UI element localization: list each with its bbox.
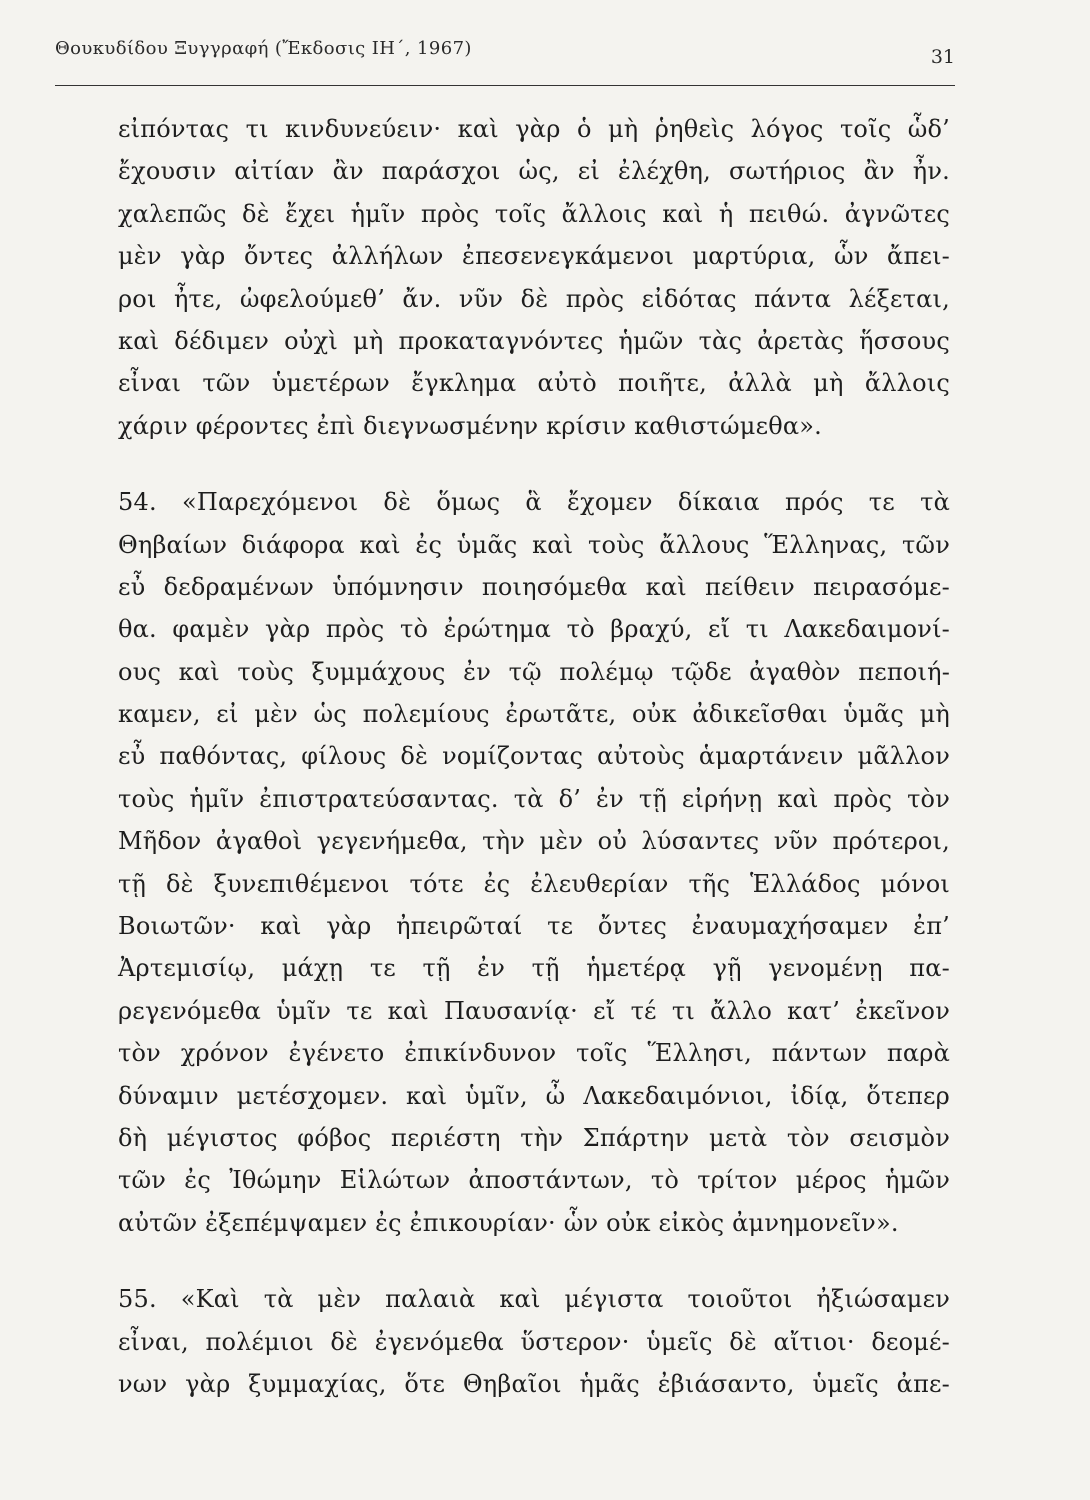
text-line: τοὺς ἡμῖν ἐπιστρατεύσαντας. τὰ δ’ ἐν τῇ εἰρήνῃ καὶ πρὸς τὸν [118, 784, 950, 813]
text-line: τῇ δὲ ξυνεπιθέμενοι τότε ἐς ἐλευθερίαν τῆς Ἑλλάδος μόνοι [118, 869, 950, 898]
text-line: 55. «Καὶ τὰ μὲν παλαιὰ καὶ μέγιστα τοιοῦτοι ἠξιώσαμεν [118, 1285, 950, 1314]
paragraph-55 [118, 1278, 950, 1405]
running-title: Θουκυδίδου Ξυγγραφή (Ἔκδοσις ΙΗ΄, 1967) [55, 38, 472, 59]
text-line: Μῆδον ἀγαθοὶ γεγενήμεθα, τὴν μὲν οὐ λύσαντες νῦν πρότεροι, [118, 827, 950, 856]
text-line: εὖ παθόντας, φίλους δὲ νομίζοντας αὐτοὺς ἁμαρτάνειν μᾶλλον [118, 742, 950, 771]
text-line: χάριν φέροντες ἐπὶ διεγνωσμένην κρίσιν καθιστώμεθα». [118, 411, 822, 440]
text-line: καὶ δέδιμεν οὐχὶ μὴ προκαταγνόντες ἡμῶν τὰς ἀρετὰς ἥσσους [118, 326, 950, 355]
header-rule [55, 85, 955, 86]
text-line: Θηβαίων διάφορα καὶ ἐς ὑμᾶς καὶ τοὺς ἄλλους Ἕλληνας, τῶν [118, 530, 950, 559]
paragraph-53-end [118, 108, 950, 447]
text-line: τὸν χρόνον ἐγένετο ἐπικίνδυνον τοῖς Ἕλλησι, πάντων παρὰ [118, 1039, 950, 1068]
text-line: ροι ἦτε, ὠφελούμεθ’ ἄν. νῦν δὲ πρὸς εἰδότας πάντα λέξεται, [118, 284, 950, 313]
text-line: Βοιωτῶν· καὶ γὰρ ἠπειρῶταί τε ὄντες ἐναυμαχήσαμεν ἐπ’ [118, 912, 950, 941]
text-line: θα. φαμὲν γὰρ πρὸς τὸ ἐρώτημα τὸ βραχύ, εἴ τι Λακεδαιμονί- [118, 615, 950, 644]
text-line: τῶν ἐς Ἰθώμην Εἱλώτων ἀποστάντων, τὸ τρίτον μέρος ἡμῶν [118, 1166, 950, 1195]
body-text [118, 108, 950, 1405]
text-line: εἰπόντας τι κινδυνεύειν· καὶ γὰρ ὁ μὴ ῥηθεὶς λόγος τοῖς ὧδ’ [118, 115, 950, 143]
text-line: Ἀρτεμισίῳ, μάχῃ τε τῇ ἐν τῇ ἡμετέρᾳ γῇ γενομένῃ πα- [118, 954, 950, 983]
running-head [55, 38, 955, 78]
text-line: εὖ δεδραμένων ὑπόμνησιν ποιησόμεθα καὶ πείθειν πειρασόμε- [118, 572, 950, 601]
text-line: ἔχουσιν αἰτίαν ἂν παράσχοι ὡς, εἰ ἐλέχθη, σωτήριος ἂν ἦν. [118, 157, 950, 186]
text-line: ους καὶ τοὺς ξυμμάχους ἐν τῷ πολέμῳ τῷδε ἀγαθὸν πεποιή- [118, 657, 950, 686]
text-line: νων γὰρ ξυμμαχίας, ὅτε Θηβαῖοι ἡμᾶς ἐβιάσαντο, ὑμεῖς ἀπε- [118, 1369, 950, 1398]
text-line: χαλεπῶς δὲ ἔχει ἡμῖν πρὸς τοῖς ἄλλοις καὶ ἡ πειθώ. ἀγνῶτες [118, 199, 950, 228]
text-line: καμεν, εἰ μὲν ὡς πολεμίους ἐρωτᾶτε, οὐκ ἀδικεῖσθαι ὑμᾶς μὴ [118, 700, 950, 729]
text-line: εἶναι, πολέμιοι δὲ ἐγενόμεθα ὕστερον· ὑμεῖς δὲ αἴτιοι· δεομέ- [118, 1327, 950, 1356]
text-line: δὴ μέγιστος φόβος περιέστη τὴν Σπάρτην μετὰ τὸν σεισμὸν [118, 1123, 950, 1152]
paragraph-gap [118, 1244, 950, 1278]
text-line: εἶναι τῶν ὑμετέρων ἔγκλημα αὐτὸ ποιῆτε, ἀλλὰ μὴ ἄλλοις [118, 369, 950, 398]
text-line: δύναμιν μετέσχομεν. καὶ ὑμῖν, ὦ Λακεδαιμόνιοι, ἰδίᾳ, ὅτεπερ [118, 1081, 950, 1110]
text-line: 54. «Παρεχόμενοι δὲ ὅμως ἃ ἔχομεν δίκαια πρός τε τὰ [118, 488, 950, 517]
paragraph-54 [118, 481, 950, 1244]
text-line: μὲν γὰρ ὄντες ἀλλήλων ἐπεσενεγκάμενοι μαρτύρια, ὧν ἄπει- [118, 242, 950, 271]
text-line: ρεγενόμεθα ὑμῖν τε καὶ Παυσανίᾳ· εἴ τέ τι ἄλλο κατ’ ἐκεῖνον [118, 996, 950, 1025]
page-number: 31 [930, 46, 955, 68]
paragraph-gap [118, 447, 950, 481]
text-line: αὐτῶν ἐξεπέμψαμεν ἐς ἐπικουρίαν· ὧν οὐκ εἰκὸς ἀμνημονεῖν». [118, 1208, 899, 1237]
